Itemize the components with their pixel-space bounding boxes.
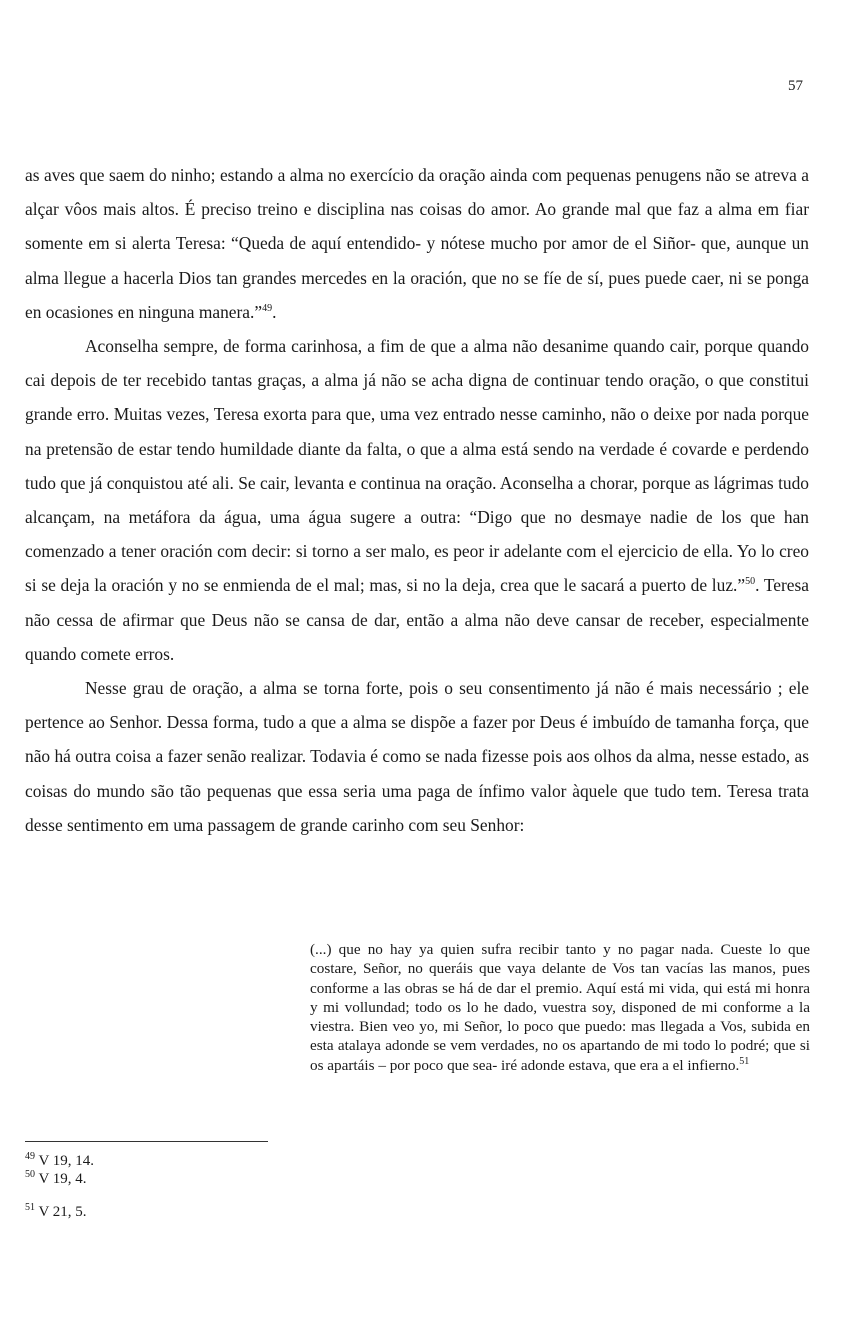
footnote-number: 49 [25,1151,35,1162]
paragraph-text-after: . [272,301,277,322]
body-text [25,158,809,842]
footnote [25,1152,94,1170]
paragraph-text-after: . Teresa não cessa de afirmar que Deus não se cansa de dar, então a alma não deve cansar de receber, especialmente quando comete erros. [25,575,809,664]
footnote-ref: 50 [745,576,756,588]
paragraph-text: as aves que saem do ninho; estando a alma no exercício da oração ainda com pequenas penugens não se atreva a alçar vôos mais altos. É preciso treino e disciplina nas coisas do amor. Ao grande mal que faz a alma em fiar somente em si alerta Teresa: “Queda de aquí entendido- y nótese mucho por amor de el Siñor- que, aunque un alma llegue a hacerla Dios tan grandes mercedes en la oración, que no se fíe de sí, pues puede caer, ni se ponga en ocasiones en ninguna manera.” [25,165,809,322]
footnote-text: V 19, 4. [38,1171,87,1187]
footnote-number: 50 [25,1169,35,1180]
footnote-divider [25,1141,268,1142]
footnote-ref: 51 [739,1055,750,1067]
footnote [25,1203,94,1221]
paragraph [25,671,809,842]
footnote [25,1170,94,1188]
paragraph-text: Nesse grau de oração, a alma se torna forte, pois o seu consentimento já não é mais necessário ; ele pertence ao Senhor. Dessa forma, tudo a que a alma se dispõe a fazer por Deus é imbuído de tamanha força, que não há outra coisa a fazer senão realizar. Todavia é como se nada fizesse pois aos olhos da alma, nesse estado, as coisas do mundo são tão pequenas que essa seria uma paga de ínfimo valor àquele que tudo tem. Teresa trata desse sentimento em uma passagem de grande carinho com seu Senhor: [25,678,809,835]
footnote-text: V 21, 5. [38,1204,87,1220]
page-number: 57 [788,78,803,94]
footnotes [25,1152,94,1221]
paragraph-text: Aconselha sempre, de forma carinhosa, a fim de que a alma não desanime quando cair, porque quando cai depois de ter recebido tantas graças, a alma já não se acha digna de continuar tendo oração, o que constitui grande erro. Muitas vezes, Teresa exorta para que, uma vez entrado nesse caminho, não o deixe por nada porque na pretensão de estar tendo humildade diante da falta, o que a alma está sendo na verdade é covarde e perdendo tudo que já conquistou até ali. Se cair, levanta e continua na oração. Aconselha a chorar, porque as lágrimas tudo alcançam, na metáfora da água, uma água sugere a outra: “Digo que no desmaye nadie de los que han comenzado a tener oración com decir: si torno a ser malo, es peor ir adelante com el ejercicio de ella. Yo lo creo si se deja la oración y no se enmienda de el mal; mas, si no la deja, crea que le sacará a puerto de luz.” [25,336,809,596]
footnote-text: V 19, 14. [38,1153,95,1169]
block-quote [310,940,810,1075]
footnote-number: 51 [25,1202,35,1213]
quote-text: (...) que no hay ya quien sufra recibir tanto y no pagar nada. Cueste lo que costare, Señor, no queráis que vaya delante de Vos tan vacías las manos, pues conforme a las obras se há de dar el premio. Aquí está mi vida, qui está mi honra y mi vollundad; todo os lo he dado, vuestra soy, disponed de mi conforme a la viestra. Bien veo yo, mi Señor, lo poco que puedo: mas llegada a Vos, subida en esta atalaya adonde se vem verdades, no os apartando de mi todo lo podré; que si os apartáis – por poco que sea- iré adonde estava, que era a el infierno. [310,941,810,1074]
paragraph [25,329,809,671]
footnote-ref: 49 [262,303,273,315]
paragraph [25,158,809,329]
